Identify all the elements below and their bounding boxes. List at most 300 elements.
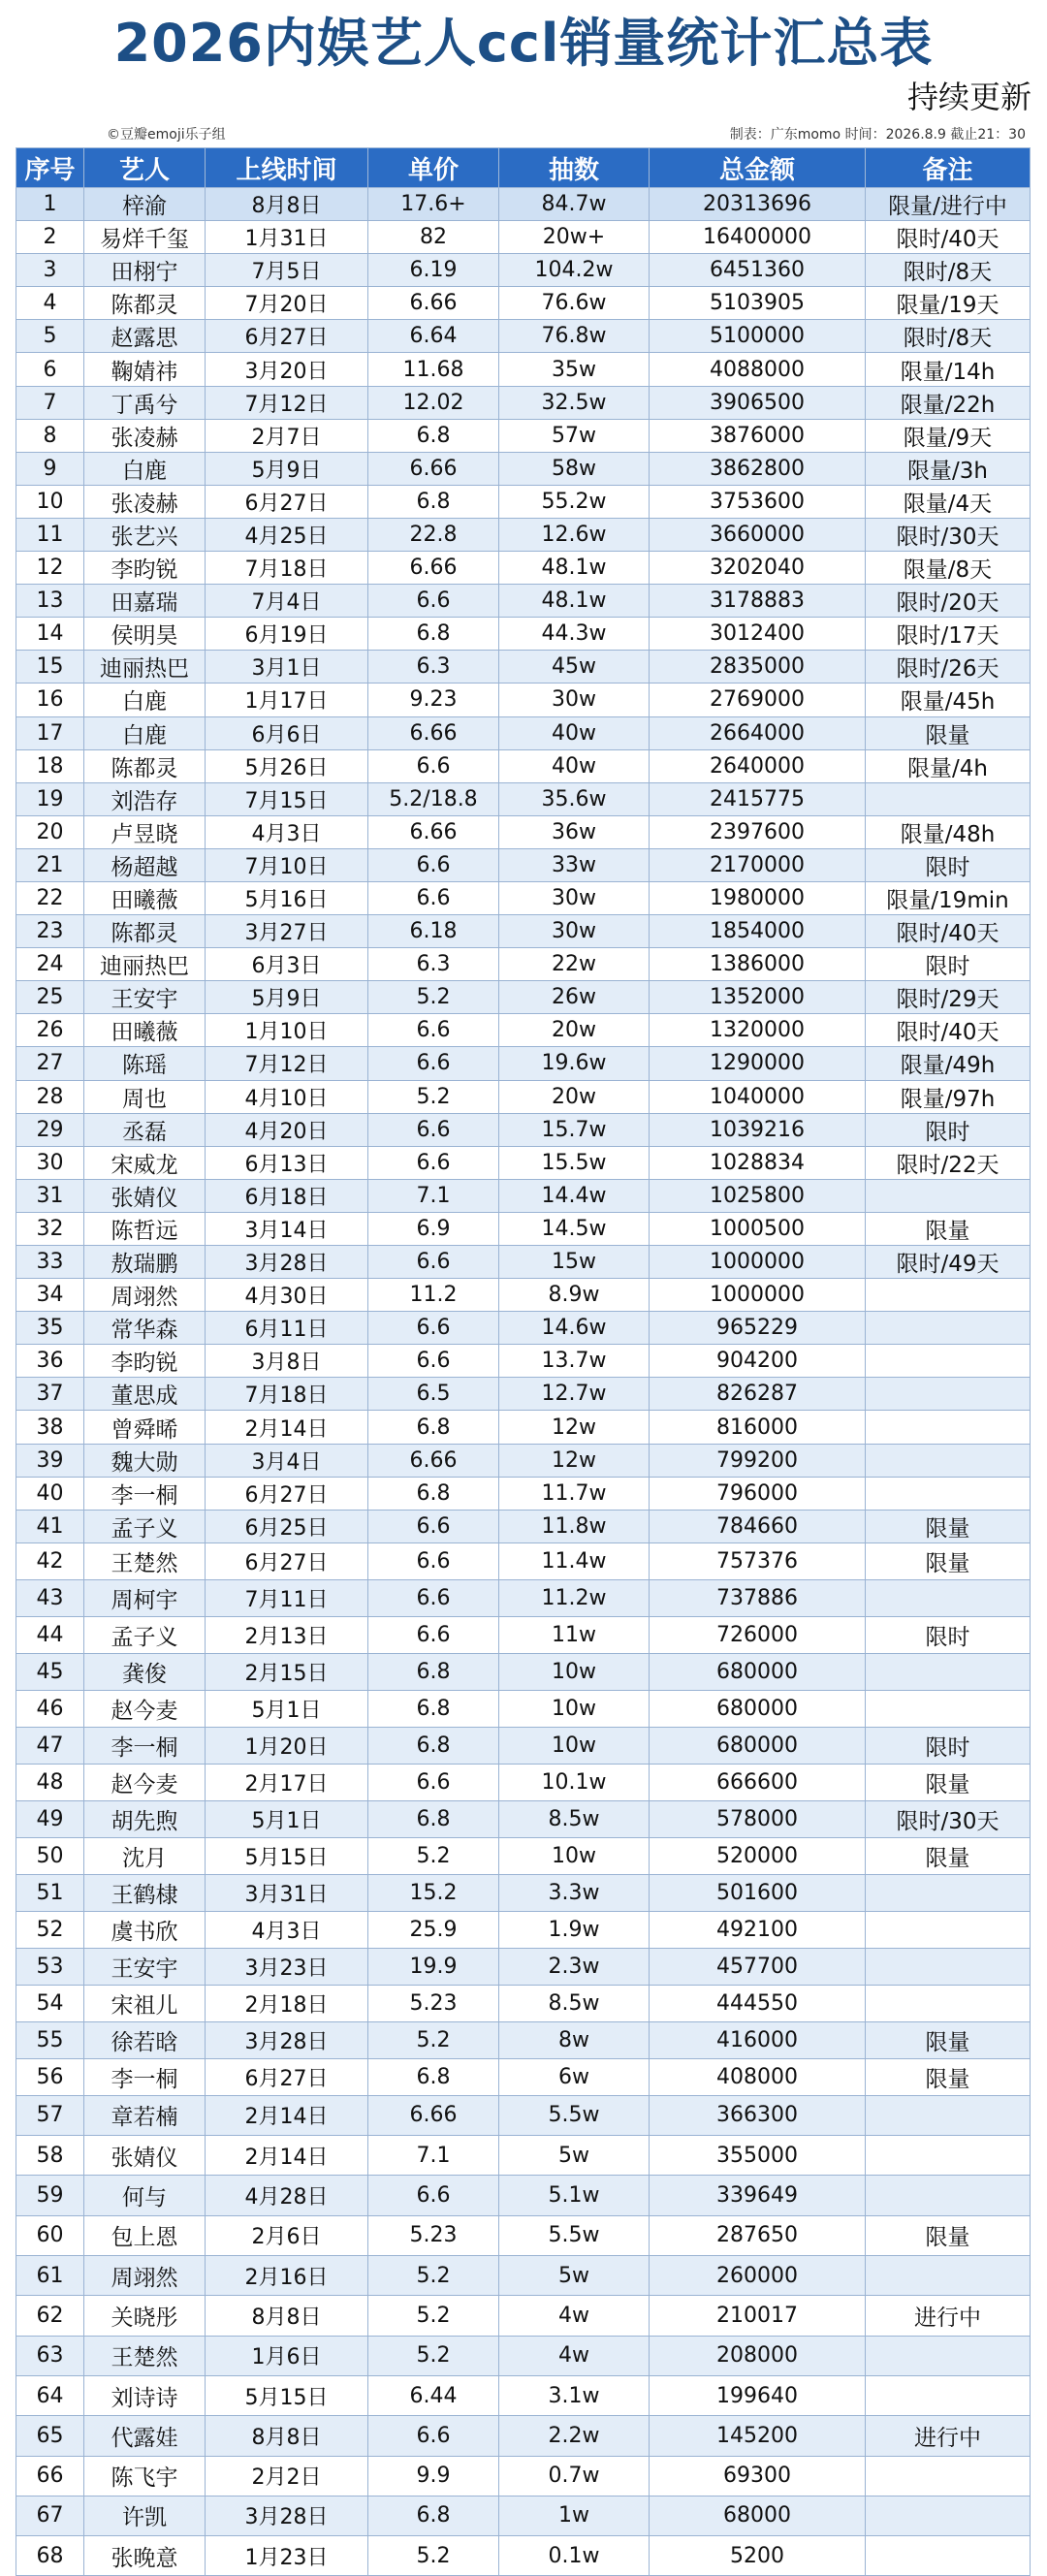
cell-unit-price: 6.19 [368, 254, 499, 287]
cell-launch-date: 5月16日 [206, 881, 368, 914]
cell-index: 5 [16, 320, 84, 353]
cell-launch-date: 3月28日 [206, 2496, 368, 2535]
cell-index: 30 [16, 1146, 84, 1179]
table-row [16, 1948, 1031, 1985]
cell-draw-count: 76.8w [499, 320, 650, 353]
cell-total-amount: 3906500 [650, 386, 866, 419]
cell-total-amount: 826287 [650, 1378, 866, 1411]
cell-total-amount: 3202040 [650, 552, 866, 585]
table-row [16, 2058, 1031, 2095]
cell-total-amount: 1000000 [650, 1279, 866, 1312]
cell-index: 21 [16, 848, 84, 881]
table-row [16, 716, 1031, 749]
cell-artist: 白鹿 [84, 684, 206, 716]
cell-launch-date: 6月27日 [206, 2058, 368, 2095]
cell-artist: 陈飞宇 [84, 2456, 206, 2496]
cell-artist: 代露娃 [84, 2416, 206, 2456]
cell-draw-count: 35w [499, 353, 650, 386]
cell-draw-count: 3.1w [499, 2375, 650, 2415]
cell-draw-count: 11.7w [499, 1477, 650, 1510]
table-row [16, 1874, 1031, 1911]
cell-unit-price: 5.23 [368, 1985, 499, 2021]
cell-artist: 王鹤棣 [84, 1874, 206, 1911]
cell-index: 44 [16, 1616, 84, 1653]
cell-total-amount: 680000 [650, 1690, 866, 1727]
cell-artist: 迪丽热巴 [84, 948, 206, 981]
table-row [16, 1411, 1031, 1444]
cell-total-amount: 796000 [650, 1477, 866, 1510]
cell-unit-price: 6.8 [368, 2496, 499, 2535]
table-row [16, 353, 1031, 386]
cell-index: 28 [16, 1080, 84, 1113]
cell-index: 11 [16, 518, 84, 551]
cell-unit-price: 5.2 [368, 2336, 499, 2375]
cell-unit-price: 6.66 [368, 2095, 499, 2135]
meta-line [0, 124, 1047, 147]
cell-total-amount: 1028834 [650, 1146, 866, 1179]
cell-unit-price: 6.66 [368, 1444, 499, 1477]
cell-draw-count: 19.6w [499, 1047, 650, 1080]
cell-index: 65 [16, 2416, 84, 2456]
cell-index: 67 [16, 2496, 84, 2535]
cell-index: 12 [16, 552, 84, 585]
cell-total-amount: 408000 [650, 2058, 866, 2095]
cell-draw-count: 10w [499, 1727, 650, 1764]
cell-draw-count: 30w [499, 915, 650, 948]
cell-artist: 龚俊 [84, 1653, 206, 1690]
cell-unit-price: 6.66 [368, 287, 499, 320]
cell-total-amount: 5200 [650, 2536, 866, 2576]
cell-draw-count: 40w [499, 716, 650, 749]
cell-index: 1 [16, 188, 84, 221]
cell-draw-count: 1w [499, 2496, 650, 2535]
cell-remark: 限时/30天 [866, 1800, 1031, 1837]
cell-index: 42 [16, 1542, 84, 1579]
cell-unit-price: 6.44 [368, 2375, 499, 2415]
cell-draw-count: 20w [499, 1080, 650, 1113]
cell-index: 40 [16, 1477, 84, 1510]
table-row [16, 1579, 1031, 1616]
cell-artist: 胡先煦 [84, 1800, 206, 1837]
cell-launch-date: 8月8日 [206, 2296, 368, 2336]
cell-unit-price: 6.6 [368, 1014, 499, 1047]
table-row [16, 1312, 1031, 1345]
table-row [16, 2256, 1031, 2296]
table-row [16, 254, 1031, 287]
cell-unit-price: 5.2 [368, 981, 499, 1014]
cell-draw-count: 35.6w [499, 782, 650, 815]
cell-draw-count: 26w [499, 981, 650, 1014]
cell-total-amount: 69300 [650, 2456, 866, 2496]
cell-index: 29 [16, 1113, 84, 1146]
cell-launch-date: 4月10日 [206, 1080, 368, 1113]
table-row [16, 1837, 1031, 1874]
cell-remark: 进行中 [866, 2416, 1031, 2456]
cell-artist: 孟子义 [84, 1510, 206, 1542]
cell-artist: 李昀锐 [84, 552, 206, 585]
cell-artist: 陈瑶 [84, 1047, 206, 1080]
cell-unit-price: 6.66 [368, 452, 499, 485]
cell-index: 17 [16, 716, 84, 749]
cell-unit-price: 9.9 [368, 2456, 499, 2496]
cell-index: 57 [16, 2095, 84, 2135]
table-row [16, 188, 1031, 221]
cell-launch-date: 6月27日 [206, 485, 368, 518]
cell-launch-date: 6月6日 [206, 716, 368, 749]
cell-unit-price: 6.6 [368, 1146, 499, 1179]
cell-artist: 许凯 [84, 2496, 206, 2535]
cell-index: 15 [16, 651, 84, 684]
cell-launch-date: 2月6日 [206, 2215, 368, 2255]
table-row [16, 981, 1031, 1014]
cell-total-amount: 680000 [650, 1653, 866, 1690]
cell-draw-count: 6w [499, 2058, 650, 2095]
cell-artist: 鞠婧祎 [84, 353, 206, 386]
table-row [16, 2456, 1031, 2496]
cell-remark: 限量 [866, 716, 1031, 749]
cell-remark: 限量 [866, 1510, 1031, 1542]
cell-draw-count: 44.3w [499, 618, 650, 651]
cell-remark: 限量 [866, 2215, 1031, 2255]
cell-artist: 宋威龙 [84, 1146, 206, 1179]
cell-total-amount: 799200 [650, 1444, 866, 1477]
cell-total-amount: 2415775 [650, 782, 866, 815]
cell-remark [866, 1411, 1031, 1444]
cell-index: 62 [16, 2296, 84, 2336]
cell-unit-price: 6.8 [368, 1800, 499, 1837]
table-row [16, 386, 1031, 419]
cell-total-amount: 1386000 [650, 948, 866, 981]
table-row [16, 1653, 1031, 1690]
cell-draw-count: 55.2w [499, 485, 650, 518]
table-row [16, 1212, 1031, 1245]
table-row [16, 221, 1031, 254]
cell-total-amount: 784660 [650, 1510, 866, 1542]
cell-artist: 徐若晗 [84, 2021, 206, 2058]
cell-unit-price: 6.6 [368, 1047, 499, 1080]
cell-index: 47 [16, 1727, 84, 1764]
table-row [16, 1047, 1031, 1080]
cell-launch-date: 4月28日 [206, 2176, 368, 2215]
cell-index: 52 [16, 1911, 84, 1948]
cell-launch-date: 1月23日 [206, 2536, 368, 2576]
cell-total-amount: 904200 [650, 1345, 866, 1378]
table-row [16, 1378, 1031, 1411]
cell-remark: 限量/进行中 [866, 188, 1031, 221]
cell-remark: 限时/8天 [866, 320, 1031, 353]
table-row [16, 2536, 1031, 2576]
cell-remark: 限量/9天 [866, 419, 1031, 452]
cell-unit-price: 5.2 [368, 2296, 499, 2336]
cell-launch-date: 4月3日 [206, 1911, 368, 1948]
cell-total-amount: 965229 [650, 1312, 866, 1345]
cell-launch-date: 7月12日 [206, 1047, 368, 1080]
table-row [16, 1542, 1031, 1579]
cell-remark [866, 2336, 1031, 2375]
cell-artist: 丞磊 [84, 1113, 206, 1146]
cell-draw-count: 15w [499, 1246, 650, 1279]
cell-launch-date: 6月27日 [206, 1477, 368, 1510]
cell-draw-count: 33w [499, 848, 650, 881]
cell-launch-date: 3月20日 [206, 353, 368, 386]
cell-artist: 易烊千玺 [84, 221, 206, 254]
header-artist: 艺人 [84, 148, 206, 188]
cell-remark [866, 2375, 1031, 2415]
cell-launch-date: 3月23日 [206, 1948, 368, 1985]
cell-launch-date: 1月10日 [206, 1014, 368, 1047]
cell-index: 10 [16, 485, 84, 518]
cell-draw-count: 36w [499, 815, 650, 848]
cell-draw-count: 15.7w [499, 1113, 650, 1146]
cell-unit-price: 19.9 [368, 1948, 499, 1985]
cell-launch-date: 6月19日 [206, 618, 368, 651]
cell-artist: 杨超越 [84, 848, 206, 881]
cell-index: 13 [16, 585, 84, 618]
cell-draw-count: 4w [499, 2336, 650, 2375]
table-row [16, 1911, 1031, 1948]
table-row [16, 2095, 1031, 2135]
cell-total-amount: 457700 [650, 1948, 866, 1985]
cell-total-amount: 3012400 [650, 618, 866, 651]
table-row [16, 1279, 1031, 1312]
cell-launch-date: 1月6日 [206, 2336, 368, 2375]
cell-draw-count: 12w [499, 1411, 650, 1444]
cell-total-amount: 666600 [650, 1764, 866, 1800]
cell-launch-date: 2月15日 [206, 1653, 368, 1690]
cell-unit-price: 11.68 [368, 353, 499, 386]
cell-unit-price: 9.23 [368, 684, 499, 716]
cell-remark: 限时/40天 [866, 1014, 1031, 1047]
cell-total-amount: 1980000 [650, 881, 866, 914]
table-row [16, 618, 1031, 651]
cell-launch-date: 2月7日 [206, 419, 368, 452]
table-header-row [16, 148, 1031, 188]
cell-remark [866, 1312, 1031, 1345]
cell-draw-count: 10w [499, 1653, 650, 1690]
header-unit-price: 单价 [368, 148, 499, 188]
cell-draw-count: 76.6w [499, 287, 650, 320]
header-draw-count: 抽数 [499, 148, 650, 188]
cell-unit-price: 6.5 [368, 1378, 499, 1411]
cell-launch-date: 7月20日 [206, 287, 368, 320]
cell-launch-date: 8月8日 [206, 2416, 368, 2456]
cell-unit-price: 7.1 [368, 2136, 499, 2176]
cell-index: 66 [16, 2456, 84, 2496]
cell-remark: 限量/4天 [866, 485, 1031, 518]
cell-artist: 张艺兴 [84, 518, 206, 551]
cell-launch-date: 4月3日 [206, 815, 368, 848]
cell-index: 9 [16, 452, 84, 485]
cell-launch-date: 2月17日 [206, 1764, 368, 1800]
cell-total-amount: 3876000 [650, 419, 866, 452]
cell-launch-date: 3月31日 [206, 1874, 368, 1911]
cell-draw-count: 15.5w [499, 1146, 650, 1179]
cell-unit-price: 6.8 [368, 485, 499, 518]
cell-index: 41 [16, 1510, 84, 1542]
cell-index: 56 [16, 2058, 84, 2095]
cell-launch-date: 5月1日 [206, 1800, 368, 1837]
cell-remark [866, 1345, 1031, 1378]
cell-total-amount: 2170000 [650, 848, 866, 881]
table-row [16, 419, 1031, 452]
cell-draw-count: 104.2w [499, 254, 650, 287]
table-row [16, 815, 1031, 848]
cell-unit-price: 6.6 [368, 1510, 499, 1542]
cell-unit-price: 6.18 [368, 915, 499, 948]
cell-launch-date: 7月18日 [206, 552, 368, 585]
cell-unit-price: 6.6 [368, 749, 499, 782]
cell-draw-count: 14.5w [499, 1212, 650, 1245]
cell-total-amount: 287650 [650, 2215, 866, 2255]
table-row [16, 1764, 1031, 1800]
cell-unit-price: 22.8 [368, 518, 499, 551]
table-row [16, 2176, 1031, 2215]
cell-remark [866, 1690, 1031, 1727]
table-row [16, 1690, 1031, 1727]
table-row [16, 1444, 1031, 1477]
cell-artist: 周翊然 [84, 2256, 206, 2296]
cell-index: 6 [16, 353, 84, 386]
cell-launch-date: 2月18日 [206, 1985, 368, 2021]
table-row [16, 2496, 1031, 2535]
cell-unit-price: 6.6 [368, 1312, 499, 1345]
cell-index: 55 [16, 2021, 84, 2058]
cell-unit-price: 6.6 [368, 585, 499, 618]
cell-index: 24 [16, 948, 84, 981]
cell-artist: 沈月 [84, 1837, 206, 1874]
cell-unit-price: 17.6+ [368, 188, 499, 221]
table-row [16, 948, 1031, 981]
cell-artist: 张婧仪 [84, 1179, 206, 1212]
cell-remark [866, 1378, 1031, 1411]
cell-index: 20 [16, 815, 84, 848]
cell-launch-date: 2月14日 [206, 2136, 368, 2176]
cell-total-amount: 757376 [650, 1542, 866, 1579]
cell-launch-date: 4月25日 [206, 518, 368, 551]
cell-index: 53 [16, 1948, 84, 1985]
cell-unit-price: 6.66 [368, 815, 499, 848]
cell-total-amount: 492100 [650, 1911, 866, 1948]
cell-artist: 丁禹兮 [84, 386, 206, 419]
cell-total-amount: 416000 [650, 2021, 866, 2058]
cell-draw-count: 57w [499, 419, 650, 452]
cell-unit-price: 6.3 [368, 651, 499, 684]
cell-index: 31 [16, 1179, 84, 1212]
cell-launch-date: 6月11日 [206, 1312, 368, 1345]
cell-artist: 陈哲远 [84, 1212, 206, 1245]
cell-unit-price: 12.02 [368, 386, 499, 419]
cell-total-amount: 3862800 [650, 452, 866, 485]
cell-launch-date: 3月28日 [206, 2021, 368, 2058]
table-row [16, 881, 1031, 914]
cell-total-amount: 1290000 [650, 1047, 866, 1080]
cell-launch-date: 2月14日 [206, 2095, 368, 2135]
cell-draw-count: 0.1w [499, 2536, 650, 2576]
header-remark: 备注 [866, 148, 1031, 188]
cell-total-amount: 145200 [650, 2416, 866, 2456]
cell-index: 34 [16, 1279, 84, 1312]
cell-launch-date: 2月2日 [206, 2456, 368, 2496]
cell-artist: 赵露思 [84, 320, 206, 353]
cell-remark: 限时/49天 [866, 1246, 1031, 1279]
cell-artist: 关晓彤 [84, 2296, 206, 2336]
cell-artist: 白鹿 [84, 716, 206, 749]
cell-total-amount: 520000 [650, 1837, 866, 1874]
header-total-amount: 总金额 [650, 148, 866, 188]
table-row [16, 2375, 1031, 2415]
cell-index: 61 [16, 2256, 84, 2296]
cell-unit-price: 6.8 [368, 1690, 499, 1727]
cell-index: 26 [16, 1014, 84, 1047]
cell-remark: 限量/19min [866, 881, 1031, 914]
cell-artist: 卢昱晓 [84, 815, 206, 848]
cell-launch-date: 5月1日 [206, 1690, 368, 1727]
cell-total-amount: 2769000 [650, 684, 866, 716]
cell-total-amount: 5103905 [650, 287, 866, 320]
cell-draw-count: 5.1w [499, 2176, 650, 2215]
cell-remark: 限量/45h [866, 684, 1031, 716]
cell-artist: 何与 [84, 2176, 206, 2215]
cell-draw-count: 11.2w [499, 1579, 650, 1616]
cell-unit-price: 6.8 [368, 1411, 499, 1444]
cell-unit-price: 6.6 [368, 2176, 499, 2215]
cell-artist: 侯明昊 [84, 618, 206, 651]
table-row [16, 1080, 1031, 1113]
cell-launch-date: 2月13日 [206, 1616, 368, 1653]
cell-total-amount: 366300 [650, 2095, 866, 2135]
cell-launch-date: 6月18日 [206, 1179, 368, 1212]
cell-launch-date: 1月20日 [206, 1727, 368, 1764]
cell-draw-count: 45w [499, 651, 650, 684]
table-row [16, 1345, 1031, 1378]
cell-artist: 李一桐 [84, 1727, 206, 1764]
cell-artist: 王楚然 [84, 1542, 206, 1579]
cell-remark: 限时/8天 [866, 254, 1031, 287]
cell-launch-date: 3月28日 [206, 1246, 368, 1279]
cell-remark: 限时/40天 [866, 221, 1031, 254]
cell-unit-price: 5.2 [368, 2256, 499, 2296]
table-row [16, 2021, 1031, 2058]
cell-artist: 王安宇 [84, 981, 206, 1014]
cell-total-amount: 1352000 [650, 981, 866, 1014]
cell-total-amount: 680000 [650, 1727, 866, 1764]
cell-draw-count: 30w [499, 684, 650, 716]
cell-launch-date: 3月1日 [206, 651, 368, 684]
cell-remark: 限量/48h [866, 815, 1031, 848]
cell-total-amount: 2397600 [650, 815, 866, 848]
cell-artist: 曾舜晞 [84, 1411, 206, 1444]
cell-draw-count: 48.1w [499, 552, 650, 585]
cell-unit-price: 6.9 [368, 1212, 499, 1245]
table-row [16, 1179, 1031, 1212]
cell-launch-date: 7月15日 [206, 782, 368, 815]
cell-remark: 限时/17天 [866, 618, 1031, 651]
cell-artist: 张晚意 [84, 2536, 206, 2576]
cell-total-amount: 20313696 [650, 188, 866, 221]
table-row [16, 684, 1031, 716]
cell-total-amount: 4088000 [650, 353, 866, 386]
cell-index: 60 [16, 2215, 84, 2255]
cell-remark [866, 1911, 1031, 1948]
cell-launch-date: 5月15日 [206, 1837, 368, 1874]
cell-draw-count: 8.9w [499, 1279, 650, 1312]
cell-draw-count: 1.9w [499, 1911, 650, 1948]
table-row [16, 915, 1031, 948]
cell-total-amount: 3660000 [650, 518, 866, 551]
cell-index: 18 [16, 749, 84, 782]
source-credit: ©豆瓣emoji乐子组 [107, 127, 226, 143]
table-row [16, 1113, 1031, 1146]
